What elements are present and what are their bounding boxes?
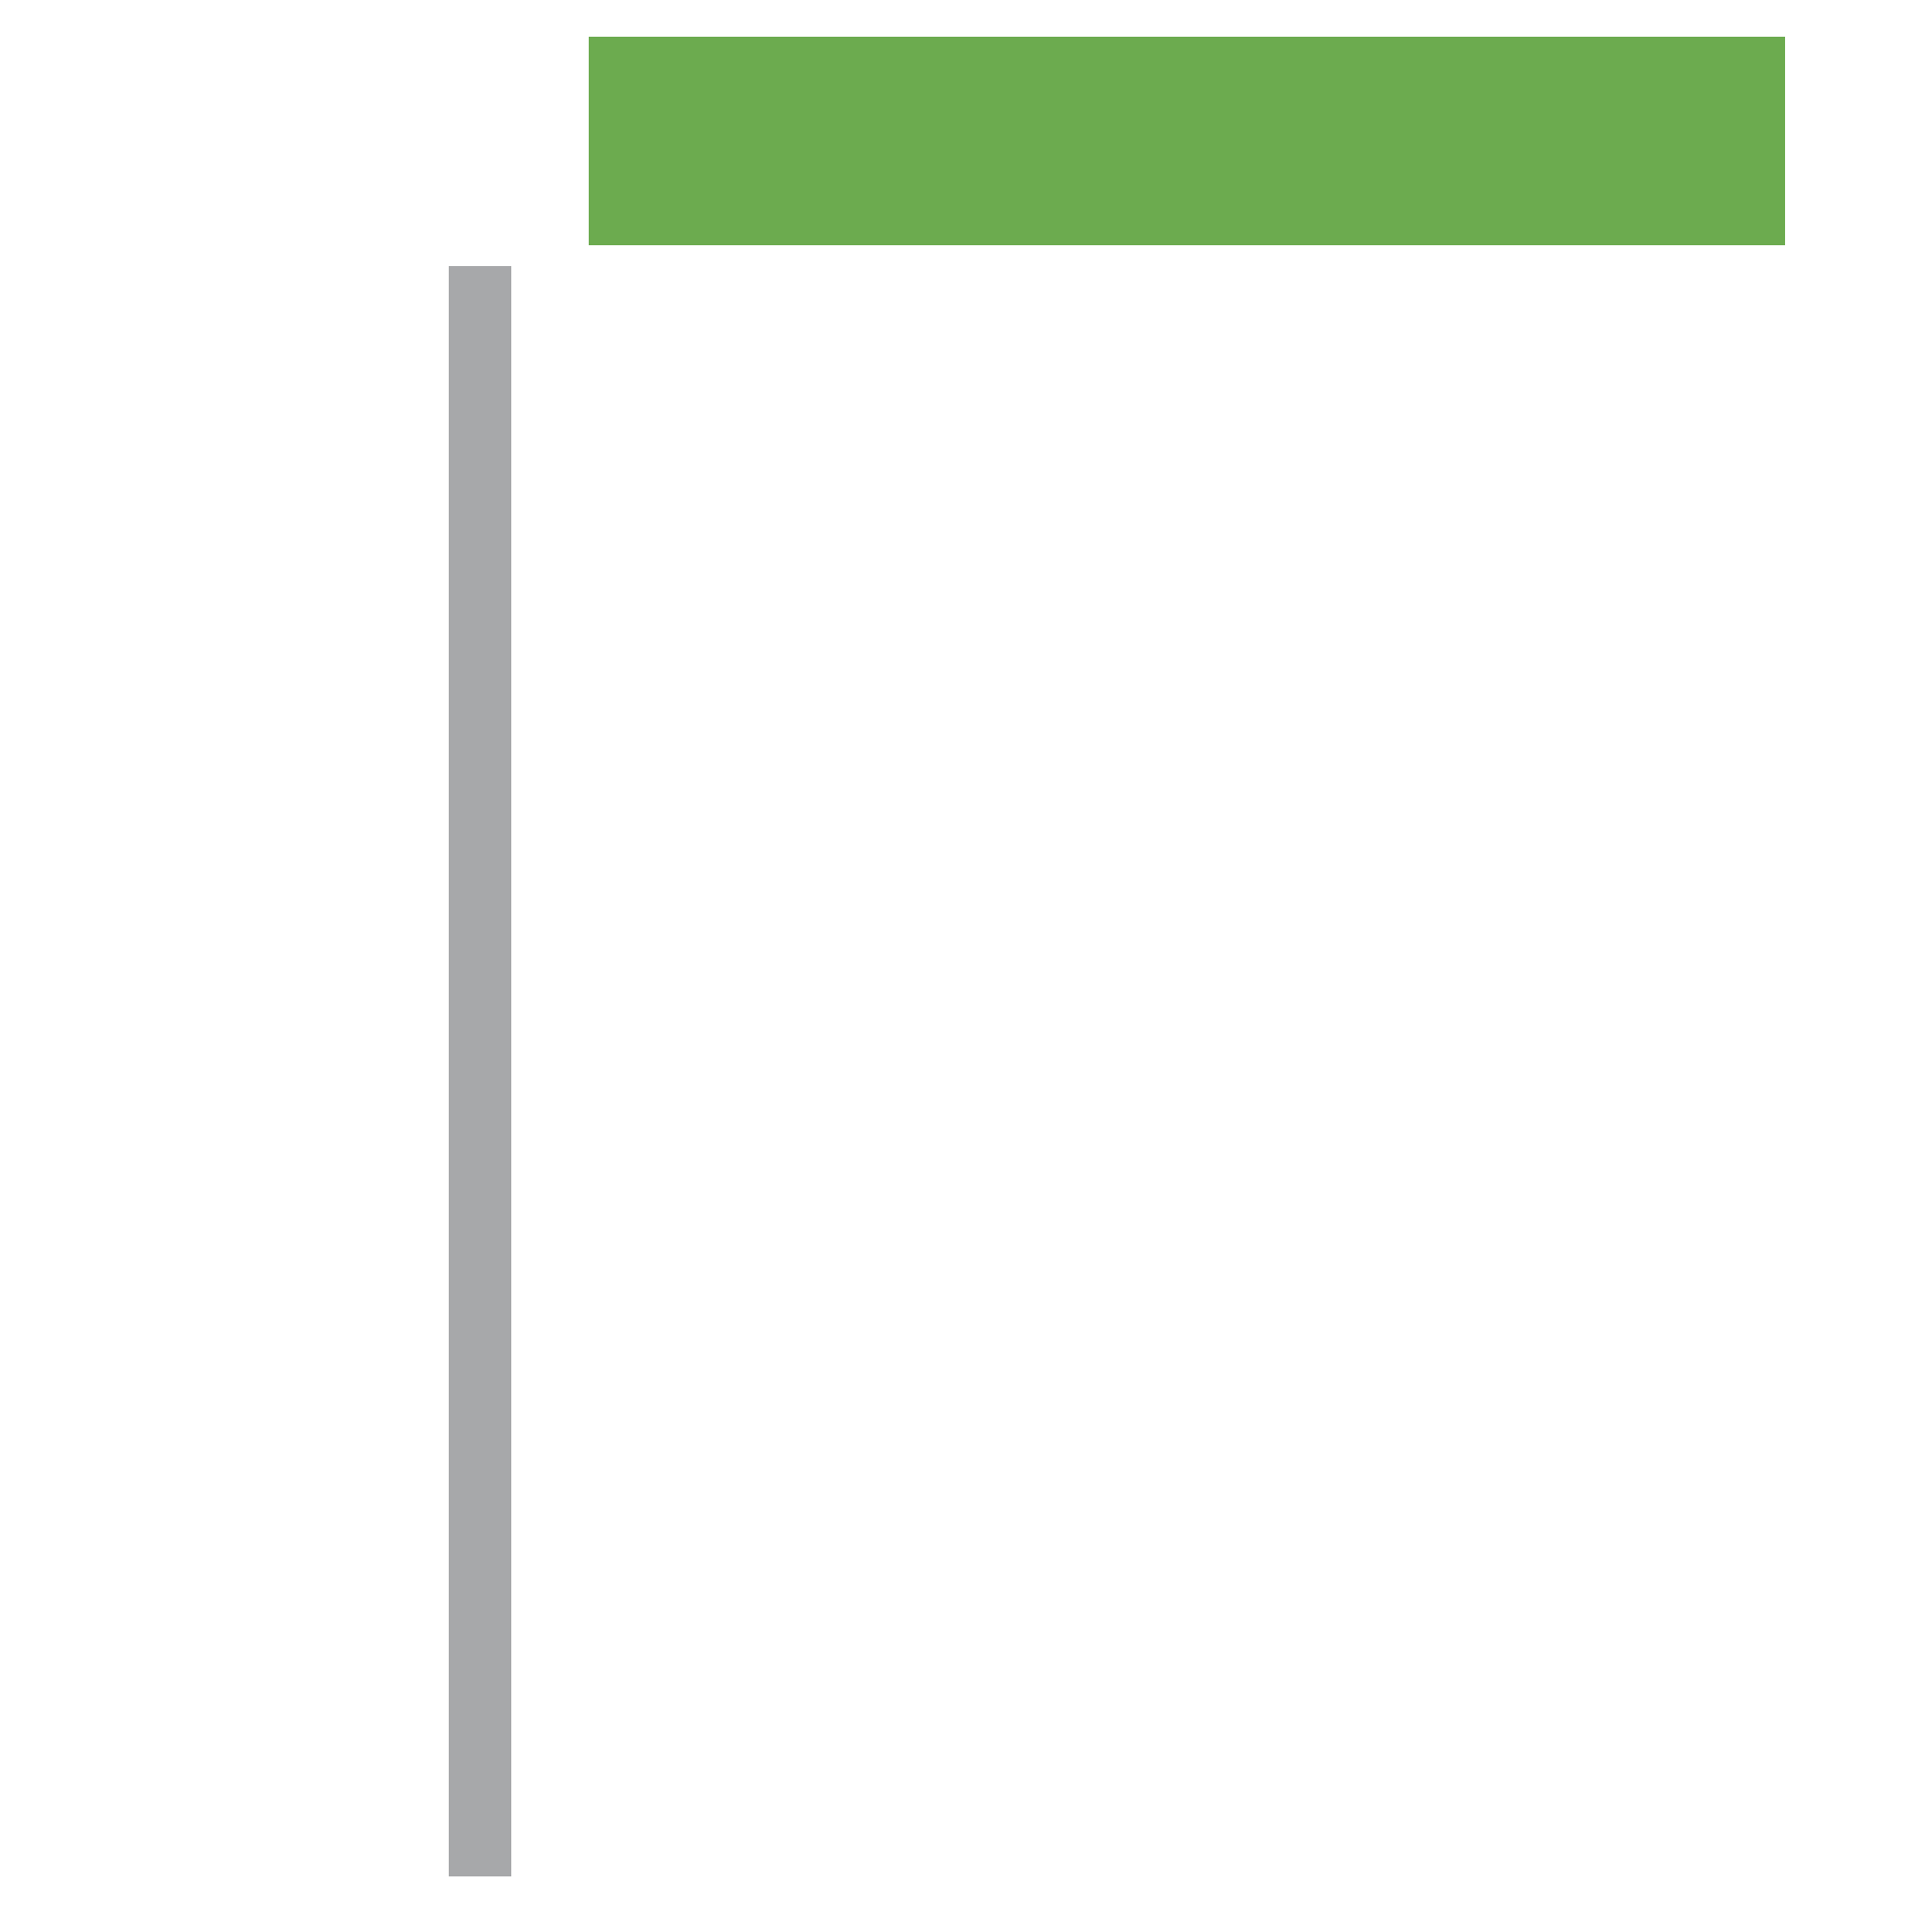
pipe-nominal-column-headers bbox=[589, 37, 1785, 184]
pipe-nominal-band bbox=[589, 184, 1785, 245]
pipe-length-label bbox=[452, 1062, 509, 1081]
pipe-length-band bbox=[449, 266, 511, 1876]
